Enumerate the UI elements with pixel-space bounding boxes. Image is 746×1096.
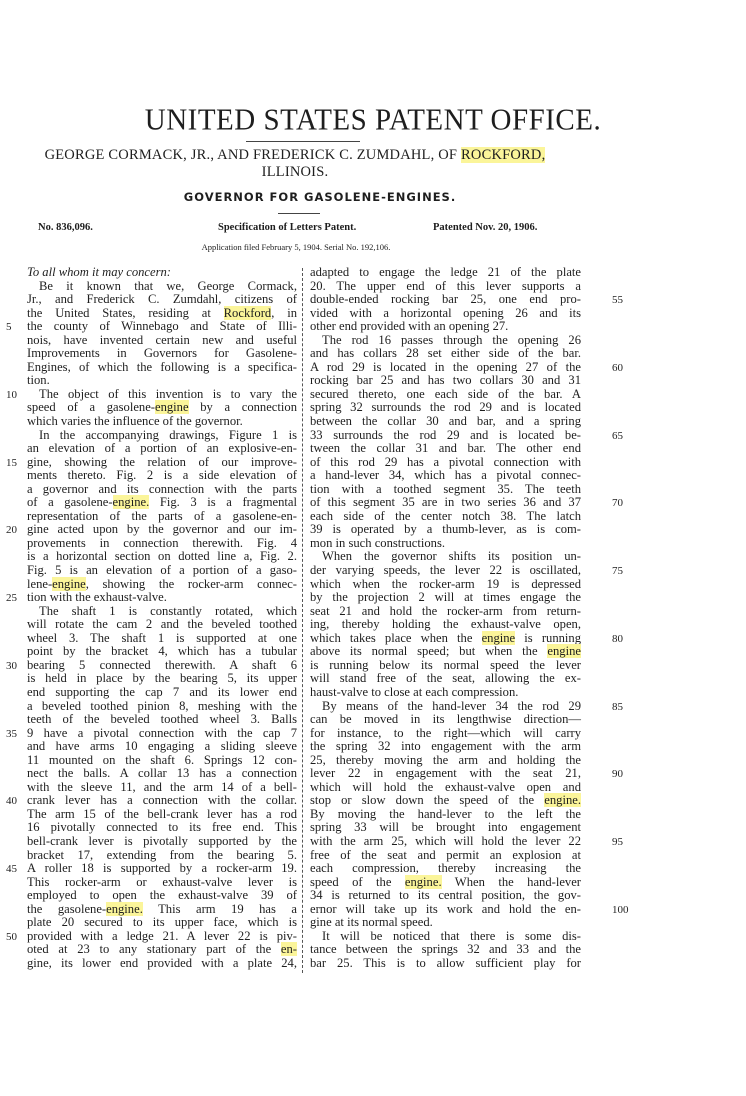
- text-segment: This arm 19 has a: [142, 901, 297, 916]
- text-line: mon in such constructions.: [310, 535, 446, 550]
- text-line: Be it known that we, George Cormack,: [39, 278, 297, 293]
- text-line: bell-crank lever is pivotally supported by the: [27, 833, 297, 848]
- text-line: A roller 18 is supported by a rocker-arm 19.: [27, 861, 297, 876]
- text-line: double-ended rocking bar 25, one end pro-: [310, 292, 581, 307]
- text-line: will stand free of the seat, allowing the ex-: [310, 671, 581, 686]
- text-line: which will hold the exhaust-valve open and: [310, 779, 581, 794]
- line-number: 85: [612, 700, 623, 713]
- line-number: 60: [612, 361, 623, 374]
- text-line: gine, its lower end provided with a plate 24,: [27, 955, 297, 970]
- left-column: [27, 266, 297, 970]
- text-segment: of a gasolene-: [27, 495, 113, 510]
- text-line: In the accompanying drawings, Figure 1 is: [39, 427, 297, 442]
- text-segment: by a connection: [188, 400, 297, 415]
- highlight-engine: Rockford: [223, 305, 272, 320]
- text-segment: the gasolene-: [27, 901, 107, 916]
- text-line: rocking bar 25 and has two collars 30 and 31: [310, 373, 581, 388]
- text-segment: oted at 23 to any stationary part of the: [27, 942, 281, 957]
- line-number: 5: [6, 321, 12, 334]
- text-line: representation of the parts of a gasolene-en-: [27, 508, 297, 523]
- text-line: teeth of the beveled toothed wheel 3. Balls: [27, 712, 297, 727]
- text-line: provements in connection therewith. Fig. 4: [27, 535, 297, 550]
- spec-label: Specification of Letters Patent.: [218, 222, 357, 233]
- text-line: The shaft 1 is constantly rotated, which: [39, 603, 297, 618]
- text-line: vided with a horizontal opening 26 and its: [310, 305, 581, 320]
- line-number: 20: [6, 524, 17, 537]
- text-line: which when the rocker-arm 19 is depressed: [310, 576, 581, 591]
- text-line: 11 mounted on the shaft 6. Springs 12 con-: [27, 752, 297, 767]
- text-line: [27, 943, 297, 957]
- text-segment: stop or slow down the speed of the: [310, 793, 545, 808]
- text-line: bar 25. This is to allow sufficient play for: [310, 955, 581, 970]
- highlight-rockford: ROCKFORD,: [461, 147, 546, 163]
- line-number: 55: [612, 294, 623, 307]
- text-line: free of the seat and permit an explosion at: [310, 847, 581, 862]
- text-line: of this rod 29 has a pivotal connection with: [310, 454, 581, 469]
- text-line: between the collar 30 and bar, and a spring: [310, 414, 581, 429]
- right-column: [310, 266, 581, 970]
- text-line: [27, 903, 297, 917]
- column-divider: [302, 268, 303, 973]
- text-line: The arm 15 of the bell-crank lever has a rod: [27, 806, 297, 821]
- text-line: The object of this invention is to vary the: [39, 386, 297, 401]
- text-line: crank lever has a connection with the collar.: [27, 793, 297, 808]
- text-line: each compression, thereby increasing the: [310, 861, 581, 876]
- text-line: der varying speeds, the lever 22 is oscillated,: [310, 563, 581, 578]
- highlight-engine: engine.: [106, 901, 143, 916]
- text-line: with the sleeve 11, and the arm 14 of a bell-: [27, 779, 297, 794]
- text-line: 20. The upper end of this lever supports a: [310, 278, 581, 293]
- text-line: [310, 645, 581, 659]
- highlight-engine: engine: [155, 400, 189, 415]
- highlight-engine: engine.: [544, 793, 581, 808]
- text-line: Engines, of which the following is a specifica-: [27, 359, 297, 374]
- line-number: 90: [612, 768, 623, 781]
- text-line: tion with the exhaust-valve.: [27, 590, 167, 605]
- text-line: can be moved in its lengthwise direction—: [310, 712, 581, 727]
- text-line: [310, 794, 581, 808]
- text-segment: , in: [271, 305, 297, 320]
- text-segment: is running: [515, 630, 582, 645]
- text-line: [27, 307, 297, 321]
- text-segment: speed of the: [310, 874, 405, 889]
- line-number: 80: [612, 632, 623, 645]
- line-number: 10: [6, 388, 17, 401]
- text-line: lever 22 in engagement with the seat 21,: [310, 766, 581, 781]
- text-line: by the projection 2 will at times engage the: [310, 590, 581, 605]
- text-line: of this segment 35 are in two series 36 and 37: [310, 495, 581, 510]
- line-number: 75: [612, 565, 623, 578]
- text-line: 34 is returned to its central position, the gov-: [310, 888, 581, 903]
- text-line: other end provided with an opening 27.: [310, 319, 509, 334]
- line-number: 100: [612, 903, 629, 916]
- text-line: gine acted upon by the governor and our im-: [27, 522, 297, 537]
- text-line: [310, 632, 581, 646]
- text-line: By moving the hand-lever to the left the: [310, 806, 581, 821]
- text-line: spring 32 surrounds the rod 29 and is located: [310, 400, 581, 415]
- title-rule-2: [278, 213, 320, 214]
- line-number: 45: [6, 863, 17, 876]
- text-line: a hand-lever 34, which has a pivotal connec-: [310, 468, 581, 483]
- text-line: gine, showing the relation of our improve-: [27, 454, 297, 469]
- text-line: an elevation of a portion of an explosive-en-: [27, 441, 297, 456]
- text-segment: , showing the rocker-arm connec-: [85, 576, 297, 591]
- line-number: 25: [6, 592, 17, 605]
- text-line: employed to open the exhaust-valve 39 of: [27, 888, 297, 903]
- text-line: A rod 29 is located in the opening 27 of the: [310, 359, 581, 374]
- highlight-engine: en-: [280, 942, 297, 957]
- line-number: 35: [6, 727, 17, 740]
- text-line: Jr., and Frederick C. Zumdahl, citizens of: [27, 292, 297, 307]
- text-line: a beveled toothed pinion 8, meshing with the: [27, 698, 297, 713]
- text-line: is held in place by the bearing 5, its upper: [27, 671, 297, 686]
- patent-number: No. 836,096.: [38, 222, 93, 233]
- text-line: 39 is operated by a thumb-lever, as is com-: [310, 522, 581, 537]
- text-line: point by the bracket 4, which has a tubular: [27, 644, 297, 659]
- line-number: 70: [612, 497, 623, 510]
- text-line: wheel 3. The shaft 1 is supported at one: [27, 630, 297, 645]
- text-line: tween the collar 31 and bar. The other end: [310, 441, 581, 456]
- text-segment: above its normal speed; but when the: [310, 644, 548, 659]
- text-line: bracket 17, extending from the bearing 5.: [27, 847, 297, 862]
- text-line: tion with a toothed segment 35. The teeth: [310, 481, 581, 496]
- title-rule: [246, 141, 360, 142]
- highlight-engine: engine: [481, 630, 516, 645]
- text-line: gine at its normal speed.: [310, 915, 433, 930]
- text-segment: the United States, residing at: [27, 305, 224, 320]
- invention-title: GOVERNOR FOR GASOLENE-ENGINES.: [183, 190, 457, 204]
- text-line: secured thereto, one each side of the bar. A: [310, 386, 581, 401]
- text-line: To all whom it may concern:: [27, 265, 172, 279]
- line-number: 50: [6, 930, 17, 943]
- text-line: ments thereto. Fig. 2 is a side elevation of: [27, 468, 297, 483]
- text-segment: When the hand-lever: [441, 874, 581, 889]
- text-line: tance between the springs 32 and 33 and the: [310, 942, 581, 957]
- text-line: 33 surrounds the rod 29 and is located be-: [310, 427, 581, 442]
- text-line: [27, 401, 297, 415]
- text-line: and have arms 10 engaging a sliding sleeve: [27, 739, 297, 754]
- text-line: When the governor shifts its position un-: [322, 549, 581, 564]
- text-line: the spring 32 into engagement with the arm: [310, 739, 581, 754]
- text-line: nect the balls. A collar 13 has a connection: [27, 766, 297, 781]
- line-number: 40: [6, 795, 17, 808]
- text-line: This rocker-arm or exhaust-valve lever is: [27, 874, 297, 889]
- highlight-engine: engine.: [404, 874, 442, 889]
- text-segment: Fig. 3 is a fragmental: [149, 495, 297, 510]
- text-line: 16 pivotally connected to its free end. This: [27, 820, 297, 835]
- text-line: is a horizontal section on dotted line a, Fig. 2.: [27, 549, 297, 564]
- text-line: [310, 876, 581, 890]
- text-line: [27, 496, 297, 510]
- highlight-engine: engine.: [112, 495, 150, 510]
- text-line: ernor will take up its work and hold the en-: [310, 901, 581, 916]
- text-line: 9 have a pivotal connection with the cap 7: [27, 725, 297, 740]
- highlight-engine: engine: [52, 576, 86, 591]
- text-line: the county of Winnebago and State of Illi-: [27, 319, 297, 334]
- text-line: for instance, to the right—which will carry: [310, 725, 581, 740]
- text-segment: speed of a gasolene-: [27, 400, 155, 415]
- text-line: ing, thereby holding the exhaust-valve open,: [310, 617, 581, 632]
- text-line: Fig. 5 is an elevation of a portion of a gaso-: [27, 563, 297, 578]
- text-line: 25, thereby moving the arm and holding the: [310, 752, 581, 767]
- text-line: adapted to engage the ledge 21 of the plate: [310, 265, 581, 279]
- text-line: [27, 578, 297, 592]
- patented-date: Patented Nov. 20, 1906.: [433, 222, 538, 233]
- text-line: Improvements in Governors for Gasolene-: [27, 346, 297, 361]
- text-line: seat 21 and hold the rocker-arm from return-: [310, 603, 581, 618]
- line-number: 95: [612, 836, 623, 849]
- text-line: spring 33 will be brought into engagement: [310, 820, 581, 835]
- text-line: tion.: [27, 373, 50, 388]
- text-line: is running below its normal speed the lever: [310, 657, 581, 672]
- inventors-block: [0, 147, 590, 181]
- line-number: 65: [612, 429, 623, 442]
- inventors-line-1: [0, 147, 590, 164]
- text-line: By means of the hand-lever 34 the rod 29: [322, 698, 581, 713]
- application-line: Application filed February 5, 1904. Serial No. 192,106.: [201, 242, 391, 252]
- text-segment: lene-: [27, 576, 53, 591]
- text-line: end supporting the cap 7 and its lower end: [27, 684, 297, 699]
- text-line: each side of the center notch 38. The latch: [310, 508, 581, 523]
- office-heading: UNITED STATES PATENT OFFICE.: [144, 103, 602, 137]
- line-number: 30: [6, 659, 17, 672]
- text-line: The rod 16 passes through the opening 26: [322, 332, 581, 347]
- inventors-names: GEORGE CORMACK, JR., AND FREDERICK C. ZUMDAHL, OF: [44, 147, 462, 163]
- text-line: nois, have invented certain new and useful: [27, 332, 297, 347]
- text-line: and has collars 28 set either side of the bar.: [310, 346, 581, 361]
- text-line: bearing 5 connected therewith. A shaft 6: [27, 657, 297, 672]
- text-line: provided with a ledge 21. A lever 22 is piv-: [27, 928, 297, 943]
- text-line: a governor and its connection with the parts: [27, 481, 297, 496]
- line-number: 15: [6, 456, 17, 469]
- text-line: haust-valve to close at each compression.: [310, 684, 519, 699]
- text-line: with the arm 25, which will hold the lever 22: [310, 833, 581, 848]
- text-line: plate 20 secured to its upper face, which is: [27, 915, 297, 930]
- inventors-line-2: ILLINOIS.: [261, 164, 329, 180]
- text-line: It will be noticed that there is some dis-: [322, 928, 581, 943]
- text-line: will rotate the cam 2 and the beveled toothed: [27, 617, 297, 632]
- highlight-engine: engine: [547, 644, 581, 659]
- text-segment: which takes place when the: [310, 630, 482, 645]
- text-line: which varies the influence of the governor.: [27, 414, 243, 429]
